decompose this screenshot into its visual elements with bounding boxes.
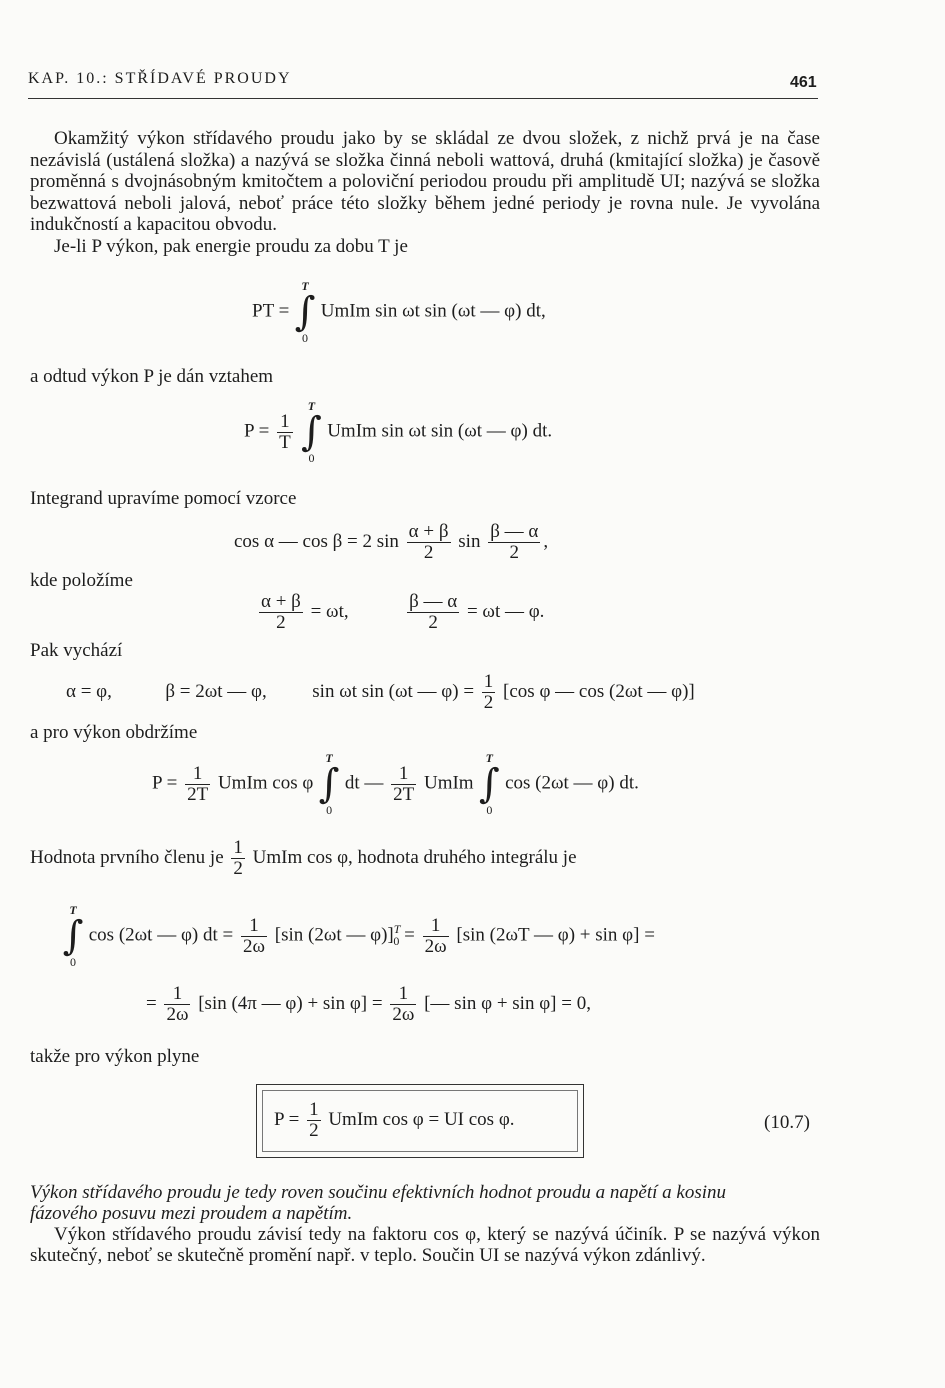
equation-energy: PT = T ∫ 0 UmIm sin ωt sin (ωt — φ) dt,: [252, 279, 546, 345]
intro-text: [30, 128, 820, 257]
page-number: 461: [790, 74, 817, 91]
integral-sign-3: T ∫ 0: [318, 751, 340, 817]
equation-second-integral: T ∫ 0 cos (2ωt — φ) dt = $\frac{1}{2\omega}$ [sin (2ωt — φ)]$^T_0$ = $\frac{1}{2\omega}$ [sin (2ωT — φ) + sin φ] =: [62, 903, 655, 969]
closing-paragraph: Výkon střídavého proudu závisí tedy na faktoru cos φ, který se nazývá účiník. P se nazývá výkon skutečný, neboť se skutečně promění např. v teplo. Součin UI se nazývá výkon zdánlivý.: [30, 1224, 820, 1266]
integral-sign-1: T ∫ 0: [294, 279, 316, 345]
closing-text: [30, 1224, 820, 1266]
fraction-1-over-T: $\frac{1}{T}$: [279, 410, 291, 453]
text-result: Pak vychází: [30, 640, 123, 661]
chapter-header: KAP. 10.: STŘÍDAVÉ PROUDY: [28, 70, 292, 87]
text-for-power: a pro výkon obdržíme: [30, 722, 198, 743]
equation-second-integral-cont: = $\frac{1}{2\omega}$ [sin (4π — φ) + sin φ] = $\frac{1}{2\omega}$ [— sin φ + sin φ] = 0,: [146, 983, 591, 1025]
header-rule: [28, 98, 818, 99]
intro-paragraph-2: Je-li P výkon, pak energie proudu za dobu T je: [54, 235, 408, 257]
equation-cos-identity: cos α — cos β = 2 sin $\frac{\alpha + \beta}{2}$ sin $\frac{\beta — \alpha}{2}$ ,: [234, 521, 549, 563]
text-then-power: a odtud výkon P je dán vztahem: [30, 366, 274, 387]
integral-sign-5: T ∫ 0: [62, 903, 84, 969]
text-so-power: takže pro výkon plyne: [30, 1046, 200, 1067]
text-integrand: Integrand upravíme pomocí vzorce: [30, 488, 297, 509]
equation-values: α = φ, β = 2ωt — φ, sin ωt sin (ωt — φ) = $\frac{1}{2}$ [cos φ — cos (2ωt — φ)]: [66, 671, 695, 713]
equation-substitution: $\frac{\alpha + \beta}{2}$ = ωt, $\frac{\beta — \alpha}{2}$ = ωt — φ.: [261, 591, 545, 633]
integral-sign-4: T ∫ 0: [478, 751, 500, 817]
equation-power-integral: P = $\frac{1}{T}$ T ∫ 0 UmIm sin ωt sin (ωt — φ) dt.: [244, 399, 553, 465]
italic-conclusion: Výkon střídavého proudu je tedy roven součinu efektivních hodnot proudu a napětí a kosinu fázového posuvu mezi proudem a napětím.: [30, 1182, 726, 1224]
equation-power-split: P = $\frac{1}{2T}$ UmIm cos φ T ∫ 0 dt — $\frac{1}{2T}$ UmIm T ∫ 0 cos (2ωt — φ) dt.: [152, 751, 639, 817]
intro-paragraph-1: Okamžitý výkon střídavého proudu jako by se skládal ze dvou složek, z nichž prvá je na čase nezávislá (ustálená složka) a nazývá se složka činná neboli wattová, druhá (kmitající složka) je časově proměnná s dvojnásobným kmitočtem a poloviční periodou proudu při amplitudě UI; nazývá se složka bezwattová neboli jalová, neboť práce této složky během jedné periody je rovna nule. Je vyvolána indukčností a kapacitou obvodu.: [30, 128, 820, 235]
integral-sign-2: T ∫ 0: [301, 399, 322, 465]
text-substitute: kde položíme: [30, 570, 133, 591]
equation-power-final: P = $\frac{1}{2}$ UmIm cos φ = UI cos φ.: [274, 1099, 515, 1141]
equation-number: (10.7): [764, 1112, 810, 1133]
text-first-term: Hodnota prvního členu je $\frac{1}{2}$ UmIm cos φ, hodnota druhého integrálu je: [30, 837, 577, 879]
